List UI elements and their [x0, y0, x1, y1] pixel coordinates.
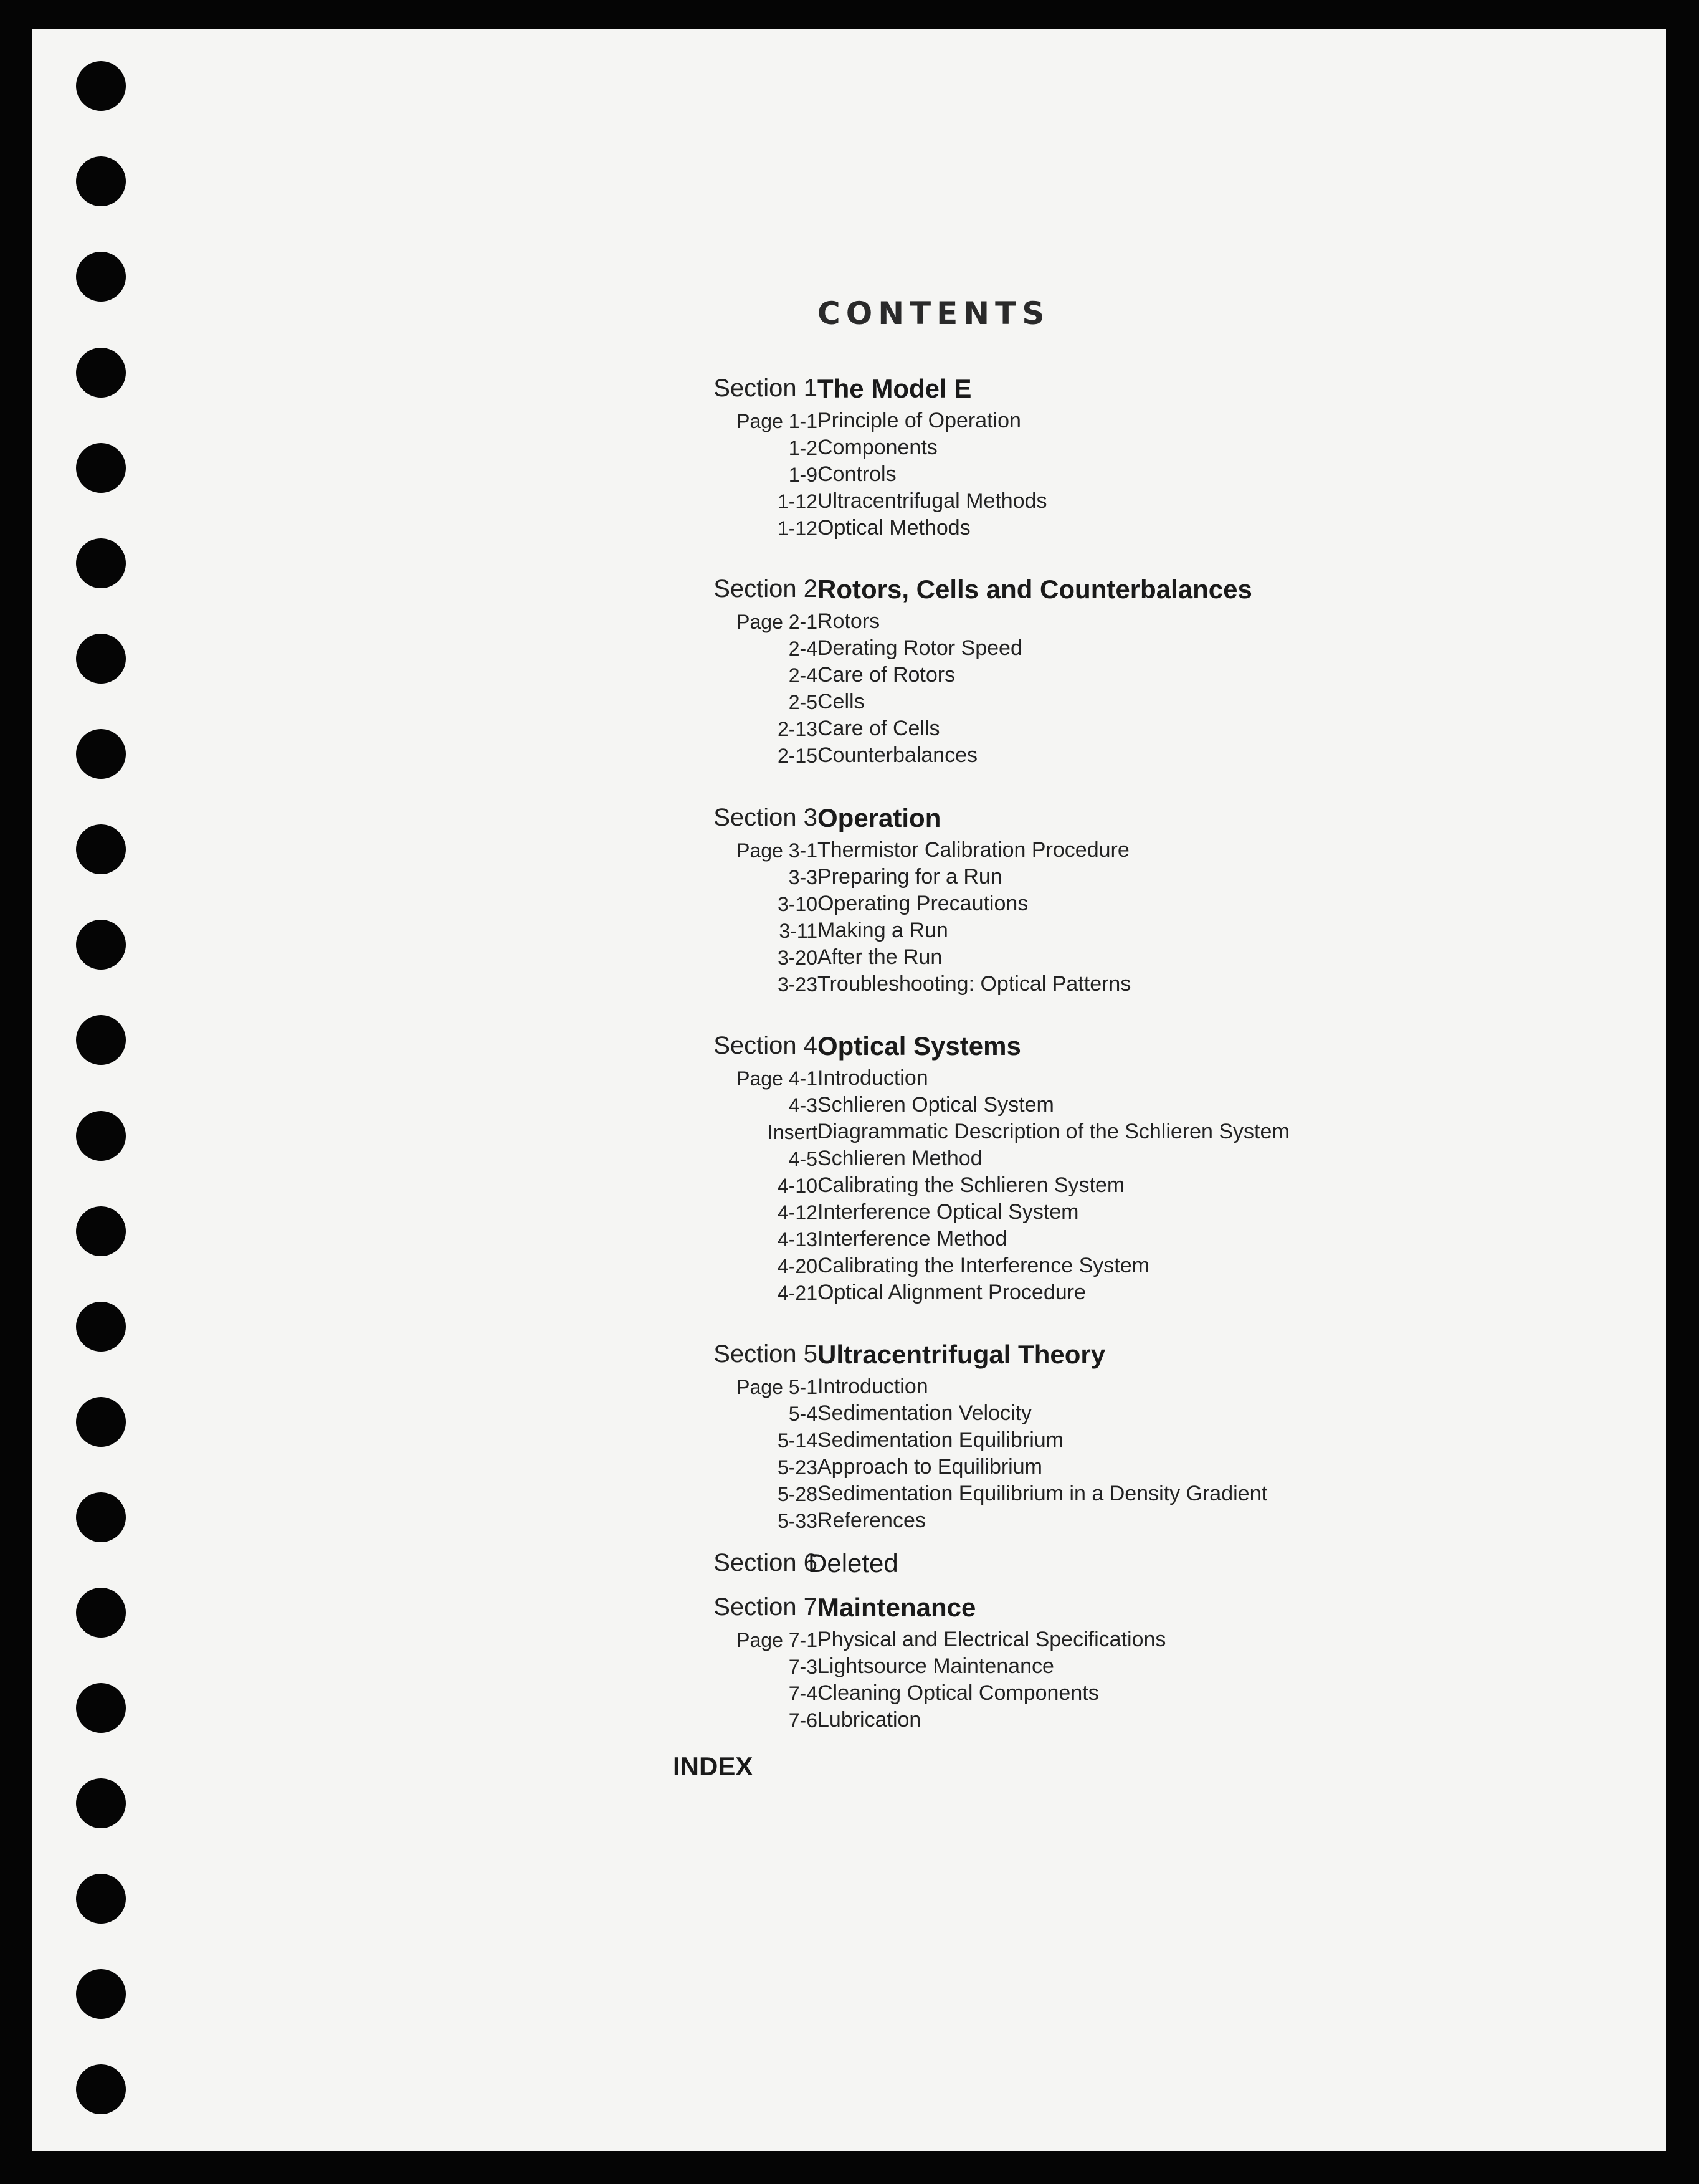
- section-title: Optical Systems: [817, 1031, 1021, 1061]
- toc-entry-page: 5-4: [788, 1403, 817, 1425]
- toc-entry-title: Calibrating the Schlieren System: [817, 1173, 1125, 1197]
- toc-entry-title: Introduction: [817, 1066, 928, 1090]
- toc-entry-title: Preparing for a Run: [817, 865, 1002, 889]
- toc-entry-page: 2-4: [788, 664, 817, 687]
- section-title: Deleted: [808, 1548, 898, 1578]
- toc-entry-title: Care of Rotors: [817, 663, 956, 687]
- toc-entry-title: Rotors: [817, 609, 880, 633]
- toc-entry-page: Page 5-1: [736, 1376, 817, 1398]
- section-label: Section 3: [713, 804, 817, 831]
- toc-entry-page: 3-20: [777, 947, 817, 969]
- toc-entry-page: 4-20: [777, 1255, 817, 1277]
- toc-entry-title: Lightsource Maintenance: [817, 1654, 1054, 1678]
- section-title: The Model E: [817, 374, 972, 403]
- toc-entry-page: Page 3-1: [736, 839, 817, 862]
- toc-entry-title: Schlieren Method: [817, 1147, 983, 1170]
- toc-entry-title: Interference Method: [817, 1227, 1007, 1251]
- toc-entry-title: Interference Optical System: [817, 1200, 1079, 1224]
- toc-entry-page: Page 1-1: [736, 410, 817, 432]
- toc-entry-title: References: [817, 1509, 926, 1532]
- toc-entry-title: Lubrication: [817, 1708, 921, 1732]
- toc-entry-page: 4-3: [788, 1094, 817, 1117]
- document-page: [32, 29, 1666, 2151]
- toc-entry-title: Optical Alignment Procedure: [817, 1280, 1086, 1304]
- toc-entry-title: Controls: [817, 462, 897, 486]
- toc-entry-title: Sedimentation Velocity: [817, 1401, 1032, 1425]
- toc-entry-title: Cells: [817, 690, 865, 713]
- toc-entry-title: Making a Run: [817, 918, 948, 942]
- toc-entry-page: 1-12: [777, 517, 817, 540]
- toc-entry-page: 5-14: [777, 1429, 817, 1452]
- section-title: Rotors, Cells and Counterbalances: [817, 575, 1252, 604]
- section-label: Section 5: [713, 1340, 817, 1368]
- toc-entry-page: 7-4: [788, 1682, 817, 1705]
- toc-entry-title: Introduction: [817, 1375, 928, 1398]
- toc-entry-page: 7-3: [788, 1656, 817, 1678]
- section-title: Maintenance: [817, 1593, 976, 1622]
- toc-entry-title: Diagrammatic Description of the Schlieren System: [817, 1120, 1290, 1143]
- toc-entry-title: Operating Precautions: [817, 892, 1029, 915]
- toc-entry-page: 1-12: [777, 490, 817, 513]
- toc-entry-title: Thermistor Calibration Procedure: [817, 838, 1130, 862]
- toc-entry-title: Optical Methods: [817, 516, 971, 540]
- toc-entry-page: 7-6: [788, 1709, 817, 1732]
- section-title: Ultracentrifugal Theory: [817, 1340, 1106, 1369]
- toc-entry-title: Ultracentrifugal Methods: [817, 489, 1047, 513]
- section-label: Section 4: [713, 1032, 817, 1059]
- toc-entry-page: 5-28: [777, 1483, 817, 1505]
- toc-entry-title: Principle of Operation: [817, 409, 1021, 432]
- page-title: CONTENTS: [817, 295, 1050, 331]
- toc-entry-page: 4-10: [777, 1175, 817, 1197]
- toc-entry-title: Troubleshooting: Optical Patterns: [817, 972, 1131, 996]
- index-heading: INDEX: [673, 1752, 753, 1781]
- toc-entry-page: 5-23: [777, 1456, 817, 1479]
- toc-entry-page: 4-13: [777, 1228, 817, 1251]
- section-label: Section 1: [713, 374, 817, 402]
- toc-entry-page: 3-10: [777, 893, 817, 915]
- toc-entry-page: Insert: [767, 1121, 817, 1143]
- toc-entry-page: 5-33: [777, 1510, 817, 1532]
- toc-entry-page: Page 2-1: [736, 611, 817, 633]
- toc-entry-title: Sedimentation Equilibrium in a Density Gradient: [817, 1482, 1267, 1505]
- section-label: Section 7: [713, 1593, 817, 1621]
- toc-entry-title: Care of Cells: [817, 717, 940, 740]
- toc-entry-title: Approach to Equilibrium: [817, 1455, 1042, 1479]
- toc-entry-page: 2-5: [788, 691, 817, 713]
- section-title: Operation: [817, 803, 941, 832]
- section-label: Section 2: [713, 575, 817, 603]
- toc-entry-title: Schlieren Optical System: [817, 1093, 1054, 1117]
- toc-entry-page: Page 7-1: [736, 1629, 817, 1651]
- toc-entry-page: 4-21: [777, 1282, 817, 1304]
- toc-entry-title: Counterbalances: [817, 743, 978, 767]
- toc-entry-page: Page 4-1: [736, 1067, 817, 1090]
- toc-entry-page: 3-3: [788, 866, 817, 889]
- toc-entry-page: 3-11: [779, 920, 817, 942]
- toc-entry-title: Components: [817, 436, 938, 459]
- section-label: Section 6: [713, 1549, 817, 1576]
- toc-entry-page: 3-23: [777, 973, 817, 996]
- toc-entry-page: 4-5: [788, 1148, 817, 1170]
- toc-entry-title: Physical and Electrical Specifications: [817, 1628, 1166, 1651]
- toc-entry-title: Calibrating the Interference System: [817, 1254, 1149, 1277]
- toc-entry-title: Sedimentation Equilibrium: [817, 1428, 1064, 1452]
- toc-entry-title: Derating Rotor Speed: [817, 636, 1022, 660]
- toc-entry-title: Cleaning Optical Components: [817, 1681, 1099, 1705]
- toc-entry-page: 1-2: [788, 437, 817, 459]
- toc-entry-page: 1-9: [788, 464, 817, 486]
- toc-entry-page: 4-12: [777, 1201, 817, 1224]
- table-of-contents: [32, 29, 1666, 2151]
- toc-entry-page: 2-4: [788, 637, 817, 660]
- toc-entry-title: After the Run: [817, 945, 943, 969]
- toc-entry-page: 2-15: [777, 745, 817, 767]
- toc-entry-page: 2-13: [777, 718, 817, 740]
